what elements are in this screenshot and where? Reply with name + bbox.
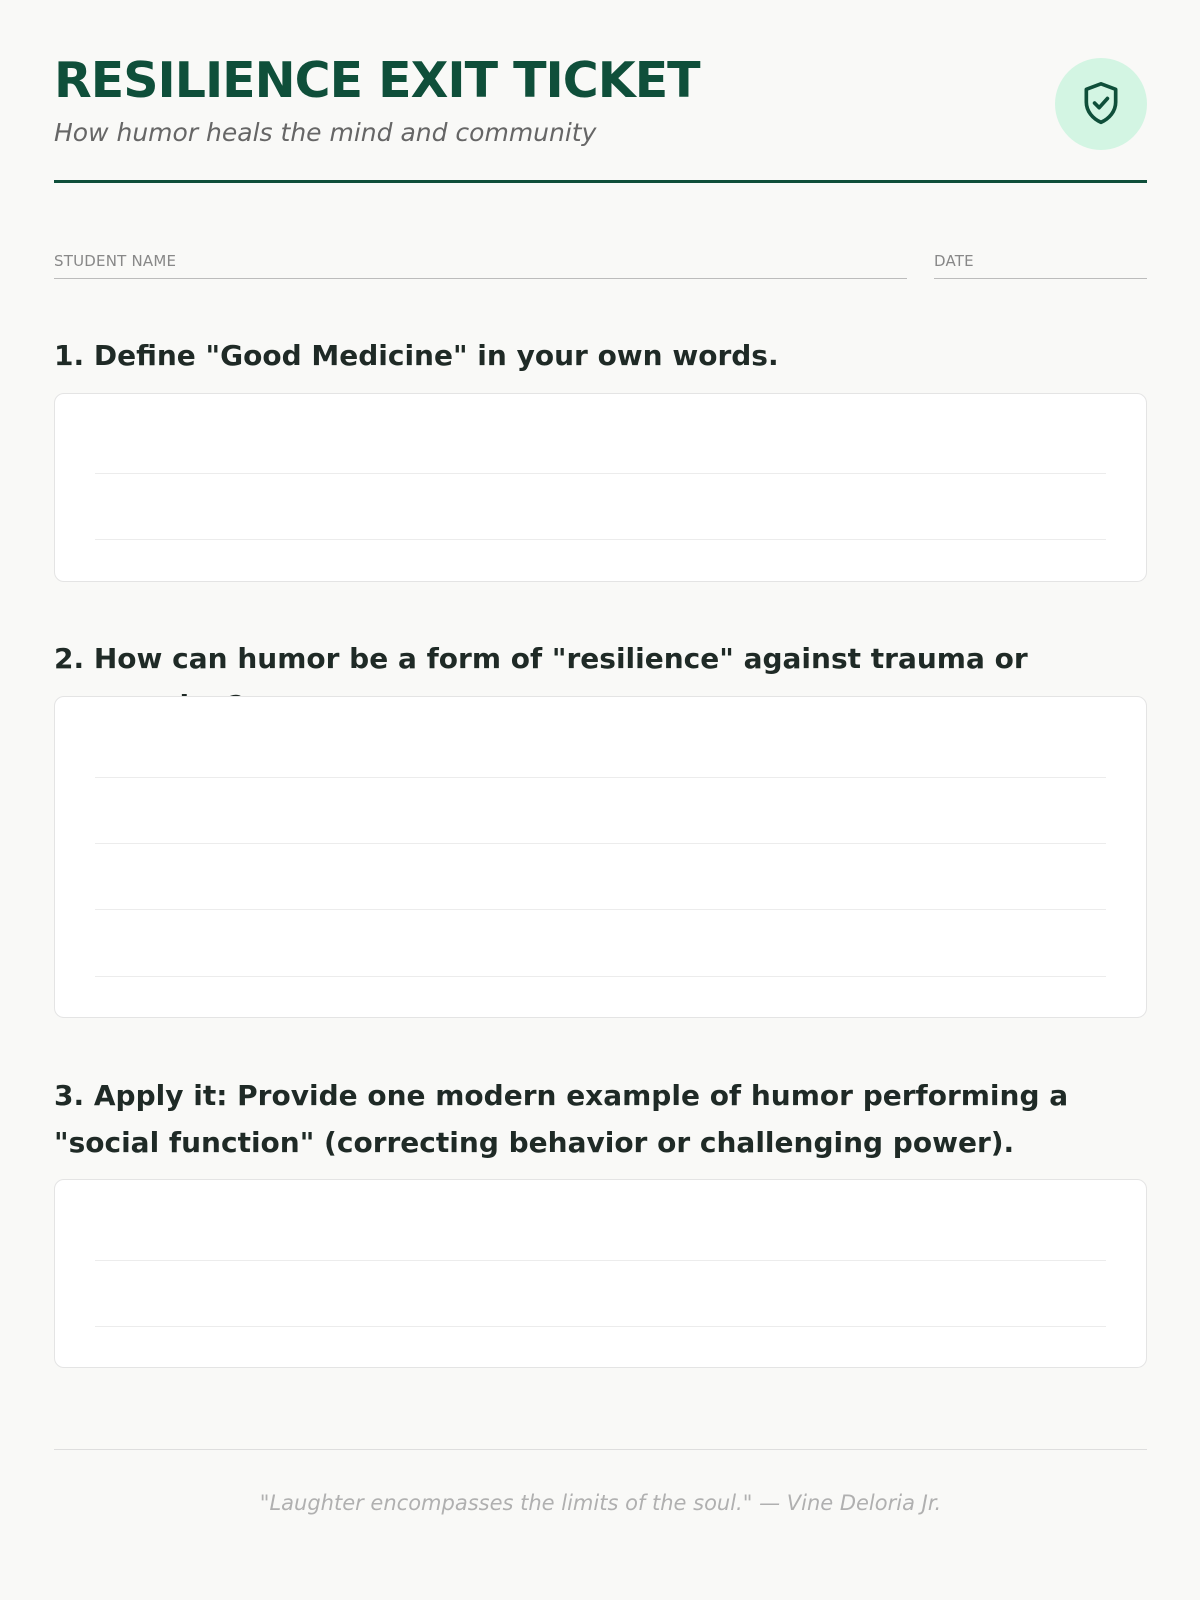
answer-line [95, 1326, 1106, 1327]
answer-line [95, 843, 1106, 844]
student-name-field[interactable] [54, 250, 907, 279]
page-subtitle: How humor heals the mind and community [54, 118, 597, 147]
header [54, 52, 1147, 182]
date-label: DATE [934, 252, 974, 270]
shield-badge [1055, 58, 1147, 150]
page-title: RESILIENCE EXIT TICKET [54, 52, 700, 109]
answer-line [95, 909, 1106, 910]
answer-line [95, 777, 1106, 778]
question-1: 1. Define "Good Medicine" in your own words. [54, 339, 779, 372]
answer-line [95, 539, 1106, 540]
answer-box-2[interactable] [54, 696, 1147, 1018]
footer-quote: "Laughter encompasses the limits of the soul." — Vine Deloria Jr. [259, 1491, 942, 1515]
header-divider [54, 180, 1147, 183]
footer-divider [54, 1449, 1147, 1450]
answer-box-1[interactable] [54, 393, 1147, 582]
answer-box-3[interactable] [54, 1179, 1147, 1368]
question-2: 2. How can humor be a form of "resilience" against trauma or [54, 642, 1028, 675]
answer-line [95, 473, 1106, 474]
date-field[interactable] [934, 250, 1147, 279]
answer-line [95, 1260, 1106, 1261]
shield-check-icon [1079, 80, 1123, 128]
answer-line [95, 976, 1106, 977]
question-3: 3. Apply it: Provide one modern example of humor performing a "social function" (correcting behavior or challenging power). [54, 1079, 1069, 1159]
student-name-label: STUDENT NAME [54, 252, 177, 270]
